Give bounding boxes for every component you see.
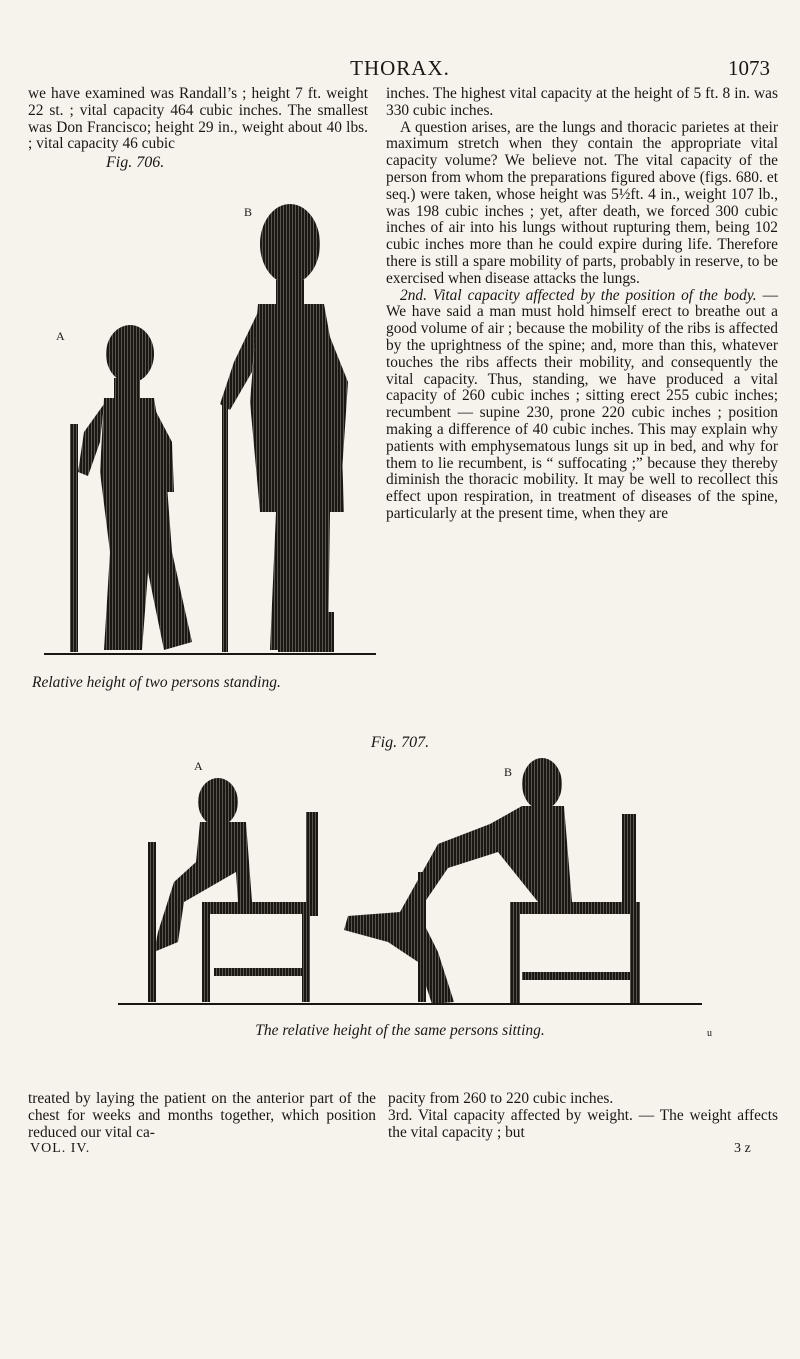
running-title: THORAX. xyxy=(350,56,450,80)
left-intro-paragraph: we have examined was Randall’s ; height 7 ft. weight 22 st. ; vital capacity 464 cubic inches. The smallest was Don Francisco; height 29 in., weight about 40 lbs. ; vital capacity 46 cubic xyxy=(28,85,368,153)
short-person-silhouette xyxy=(70,325,192,652)
fig706-label-b: B xyxy=(244,205,253,219)
bottom-right-text xyxy=(388,1091,778,1141)
tall-person-sitting-silhouette xyxy=(344,758,572,1004)
fig707-silhouettes xyxy=(118,752,702,1014)
bottom-right-paragraph-2: 3rd. Vital capacity affected by weight. — The weight affects the vital capacity ; but xyxy=(388,1106,778,1141)
page-header xyxy=(0,56,800,80)
bottom-right-paragraph-1: pacity from 260 to 220 cubic inches. xyxy=(388,1090,614,1107)
bottom-left-paragraph: treated by laying the patient on the anterior part of the chest for weeks and months together, which position reduced our vital ca- xyxy=(28,1090,376,1141)
right-col-paragraph-3 xyxy=(386,288,778,523)
fig707-label-b: B xyxy=(504,765,513,779)
fig707-caption: The relative height of the same persons sitting. xyxy=(255,1022,545,1039)
left-intro-text xyxy=(28,86,368,153)
right-col-paragraph-3-body: — We have said a man must hold himself erect to breathe out a good volume of air ; because the mobility of the ribs is affected by the uprightness of the spine; and, more than this, whatever touches the ribs affects their mobility, and consequently the vital capacity. Thus, standing, we have produced a vital capacity of 260 cubic inches ; sitting erect 255 cubic inches; recumbent — supine 230, prone 220 cubic inches ; position making a difference of 40 cubic inches. This may explain why patients with emphysematous lungs sit up in bed, and why for them to lie recumbent, is “ suffocating ;” because they thereby diminish the thoracic mobility. It may be well to recollect this effect upon respiration, in treatment of diseases of the spine, particularly at the present time, when they are xyxy=(386,286,778,522)
right-column-text xyxy=(386,86,778,523)
right-col-paragraph-1: inches. The highest vital capacity at the height of 5 ft. 8 in. was 330 cubic inches. xyxy=(386,85,778,119)
fig707-label-a: A xyxy=(194,759,203,773)
fig706-title: Fig. 706. xyxy=(106,154,165,171)
fig706-label-a: A xyxy=(56,329,65,343)
volume-footer: VOL. IV. xyxy=(30,1141,91,1156)
tall-person-silhouette xyxy=(220,204,348,652)
fig707-title: Fig. 707. xyxy=(370,734,430,751)
section-heading-position: 2nd. Vital capacity affected by the position of the body. xyxy=(400,286,757,304)
page-number: 1073 xyxy=(728,56,770,80)
right-col-paragraph-2: A question arises, are the lungs and thoracic parietes at their maximum stretch when they contain the appropriate vital capacity volume? We believe not. The vital capacity of the person from whom the preparations figured above (figs. 680. et seq.) were taken, whose height was 5½ft. 4 in., weight 107 lb., was 198 cubic inches ; yet, after death, we forced 300 cubic inches of air into his lungs without rupturing them, being 102 cubic inches more than he could expire during life. Therefore there is still a spare mobility of parts, probably in reserve, to be exercised when disease attacks the lungs. xyxy=(386,118,778,287)
fig707-small-mark: u xyxy=(707,1028,712,1039)
fig706-silhouettes xyxy=(44,172,376,664)
bottom-left-text xyxy=(28,1091,376,1141)
fig706-caption: Relative height of two persons standing. xyxy=(32,674,281,691)
signature-mark: 3 z xyxy=(734,1141,751,1156)
